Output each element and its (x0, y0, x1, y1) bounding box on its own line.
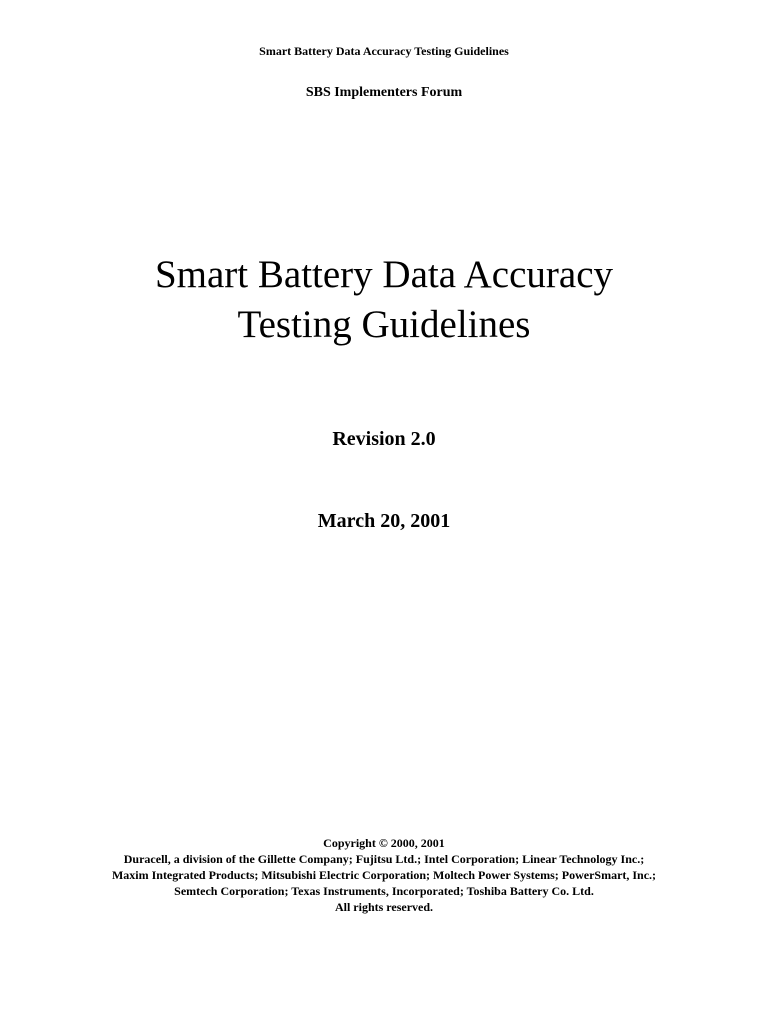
copyright-block (0, 835, 768, 915)
revision-label: Revision 2.0 (332, 428, 436, 450)
companies-line-2: Maxim Integrated Products; Mitsubishi Electric Corporation; Moltech Power Systems; PowerSmart, Inc.; (111, 868, 657, 882)
document-title (0, 250, 768, 350)
running-header: Smart Battery Data Accuracy Testing Guidelines (259, 44, 509, 58)
document-date: March 20, 2001 (317, 510, 451, 532)
title-line-1: Smart Battery Data Accuracy (154, 253, 614, 296)
companies-line-1: Duracell, a division of the Gillette Company; Fujitsu Ltd.; Intel Corporation; Linear Technology Inc.; (123, 852, 645, 866)
organization-name: SBS Implementers Forum (305, 85, 463, 100)
companies-line-3: Semtech Corporation; Texas Instruments, Incorporated; Toshiba Battery Co. Ltd. (174, 884, 594, 898)
rights-reserved: All rights reserved. (334, 900, 434, 914)
title-line-2: Testing Guidelines (237, 303, 531, 346)
copyright-notice: Copyright © 2000, 2001 (323, 836, 445, 850)
